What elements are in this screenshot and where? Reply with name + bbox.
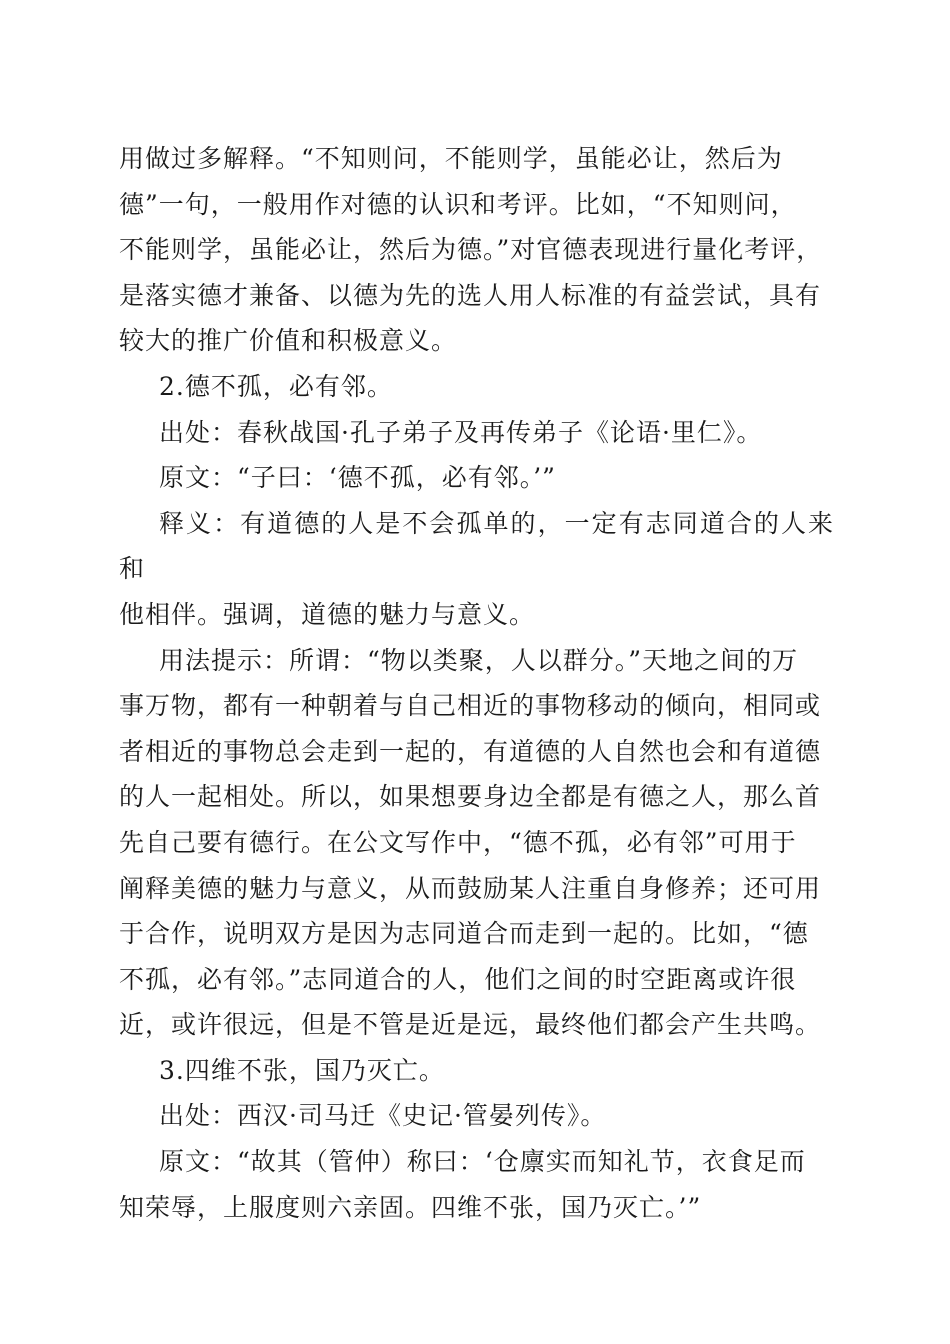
- original-text-paragraph: [119, 455, 834, 501]
- text-line: 不能则学，虽能必让，然后为德。”对官德表现进行量化考评，: [119, 235, 823, 265]
- text-line: 出处：春秋战国·孔子弟子及再传弟子《论语·里仁》。: [159, 417, 763, 447]
- section-heading-2: [119, 364, 834, 410]
- explanation-paragraph: [119, 501, 834, 638]
- text-line: 用做过多解释。“不知则问，不能则学，虽能必让，然后为: [119, 144, 783, 173]
- text-line: 原文：“故其（管仲）称曰：‘仓廪实而知礼节，衣食足而: [159, 1147, 806, 1177]
- original-text-paragraph: [119, 1139, 834, 1230]
- source-paragraph: [119, 410, 834, 456]
- text-line: 释义：有道德的人是不会孤单的，一定有志同道合的人来和: [119, 508, 834, 584]
- text-line: 3.四维不张，国乃灭亡。: [159, 1055, 445, 1085]
- paragraph-continuation: [119, 136, 834, 364]
- text-line: 2.德不孤，必有邻。: [159, 371, 393, 401]
- text-line: 近，或许很远，但是不管是近是远，最终他们都会产生共鸣。: [119, 1010, 822, 1040]
- text-line: 事万物，都有一种朝着与自己相近的事物移动的倾向，相同或: [119, 691, 822, 721]
- text-line: 的人一起相处。所以，如果想要身边全都是有德之人，那么首: [119, 782, 822, 812]
- section-heading-3: [119, 1048, 834, 1094]
- text-line: 原文：“子曰：‘德不孤，必有邻。’”: [159, 463, 556, 493]
- text-line: 他相伴。强调，道德的魅力与意义。: [119, 599, 536, 629]
- text-line: 阐释美德的魅力与意义，从而鼓励某人注重自身修养；还可用: [119, 873, 822, 903]
- usage-tip-paragraph: [119, 638, 834, 1048]
- text-line: 较大的推广价值和积极意义。: [119, 326, 458, 356]
- text-line: 出处：西汉·司马迁《史记·管晏列传》。: [159, 1101, 607, 1131]
- text-line: 知荣辱，上服度则六亲固。四维不张，国乃灭亡。’”: [119, 1192, 702, 1222]
- text-line: 是落实德才兼备、以德为先的选人用人标准的有益尝试，具有: [119, 280, 822, 310]
- source-paragraph: [119, 1093, 834, 1139]
- text-line: 于合作，说明双方是因为志同道合而走到一起的。比如，“德: [119, 919, 809, 949]
- text-line: 不孤，必有邻。”志同道合的人，他们之间的时空距离或许很: [119, 964, 797, 994]
- body-text: [119, 136, 834, 1230]
- text-line: 先自己要有德行。在公文写作中，“德不孤，必有邻”可用于: [119, 827, 797, 857]
- text-line: 德”一句，一般用作对德的认识和考评。比如，“不知则问，: [119, 189, 797, 219]
- text-line: 用法提示：所谓：“物以类聚，人以群分。”天地之间的万: [159, 645, 799, 675]
- text-line: 者相近的事物总会走到一起的，有道德的人自然也会和有道德: [119, 736, 822, 766]
